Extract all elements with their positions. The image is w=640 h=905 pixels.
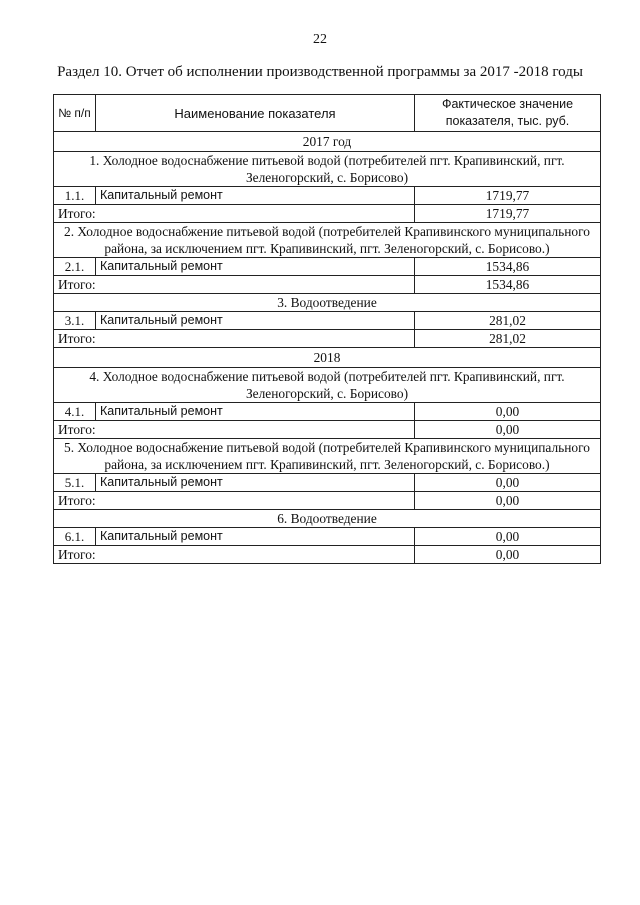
total-label: Итого: (54, 205, 415, 223)
total-row (54, 205, 601, 223)
header-value: Фактическое значение показателя, тыс. руб. (415, 95, 601, 132)
item-name: Капитальный ремонт (96, 187, 415, 205)
year-row (54, 348, 601, 368)
header-name: Наименование показателя (96, 95, 415, 132)
group-row (54, 510, 601, 528)
section-title: Раздел 10. Отчет об исполнении производственной программы за 2017 -2018 годы (57, 64, 583, 80)
total-label: Итого: (54, 276, 415, 294)
item-num: 3.1. (54, 312, 96, 330)
total-value: 1719,77 (415, 205, 601, 223)
table-row (54, 474, 601, 492)
year-label: 2017 год (54, 132, 601, 152)
item-num: 1.1. (54, 187, 96, 205)
item-name: Капитальный ремонт (96, 312, 415, 330)
total-label: Итого: (54, 330, 415, 348)
total-label: Итого: (54, 421, 415, 439)
group-row (54, 223, 601, 258)
table-row (54, 528, 601, 546)
group-row (54, 439, 601, 474)
item-value: 281,02 (415, 312, 601, 330)
group-row (54, 152, 601, 187)
total-value: 0,00 (415, 421, 601, 439)
table-row (54, 312, 601, 330)
year-label: 2018 (54, 348, 601, 368)
group-title: 6. Водоотведение (54, 510, 601, 528)
item-value: 1534,86 (415, 258, 601, 276)
total-label: Итого: (54, 492, 415, 510)
group-title: 2. Холодное водоснабжение питьевой водой (потребителей Крапивинского муниципального района, за исключением пгт. Крапивинский, пгт. Зеленогорский, с. Борисово.) (54, 223, 601, 258)
total-row (54, 492, 601, 510)
table-header-row (54, 95, 601, 132)
page-number: 22 (313, 32, 327, 47)
item-name: Капитальный ремонт (96, 258, 415, 276)
total-value: 0,00 (415, 546, 601, 564)
item-name: Капитальный ремонт (96, 528, 415, 546)
total-value: 0,00 (415, 492, 601, 510)
item-name: Капитальный ремонт (96, 403, 415, 421)
total-row (54, 330, 601, 348)
total-row (54, 546, 601, 564)
item-value: 0,00 (415, 528, 601, 546)
total-label: Итого: (54, 546, 415, 564)
year-row (54, 132, 601, 152)
table-row (54, 187, 601, 205)
total-value: 281,02 (415, 330, 601, 348)
total-value: 1534,86 (415, 276, 601, 294)
item-num: 2.1. (54, 258, 96, 276)
group-row (54, 294, 601, 312)
item-name: Капитальный ремонт (96, 474, 415, 492)
group-title: 3. Водоотведение (54, 294, 601, 312)
item-num: 6.1. (54, 528, 96, 546)
item-num: 5.1. (54, 474, 96, 492)
item-num: 4.1. (54, 403, 96, 421)
group-title: 1. Холодное водоснабжение питьевой водой (потребителей пгт. Крапивинский, пгт. Зеленогорский, с. Борисово) (54, 152, 601, 187)
table-row (54, 403, 601, 421)
group-row (54, 368, 601, 403)
group-title: 4. Холодное водоснабжение питьевой водой (потребителей пгт. Крапивинский, пгт. Зеленогорский, с. Борисово) (54, 368, 601, 403)
header-num: № п/п (54, 95, 96, 132)
item-value: 1719,77 (415, 187, 601, 205)
total-row (54, 276, 601, 294)
table-row (54, 258, 601, 276)
group-title: 5. Холодное водоснабжение питьевой водой (потребителей Крапивинского муниципального района, за исключением пгт. Крапивинский, пгт. Зеленогорский, с. Борисово.) (54, 439, 601, 474)
report-table (53, 94, 601, 564)
item-value: 0,00 (415, 403, 601, 421)
total-row (54, 421, 601, 439)
item-value: 0,00 (415, 474, 601, 492)
